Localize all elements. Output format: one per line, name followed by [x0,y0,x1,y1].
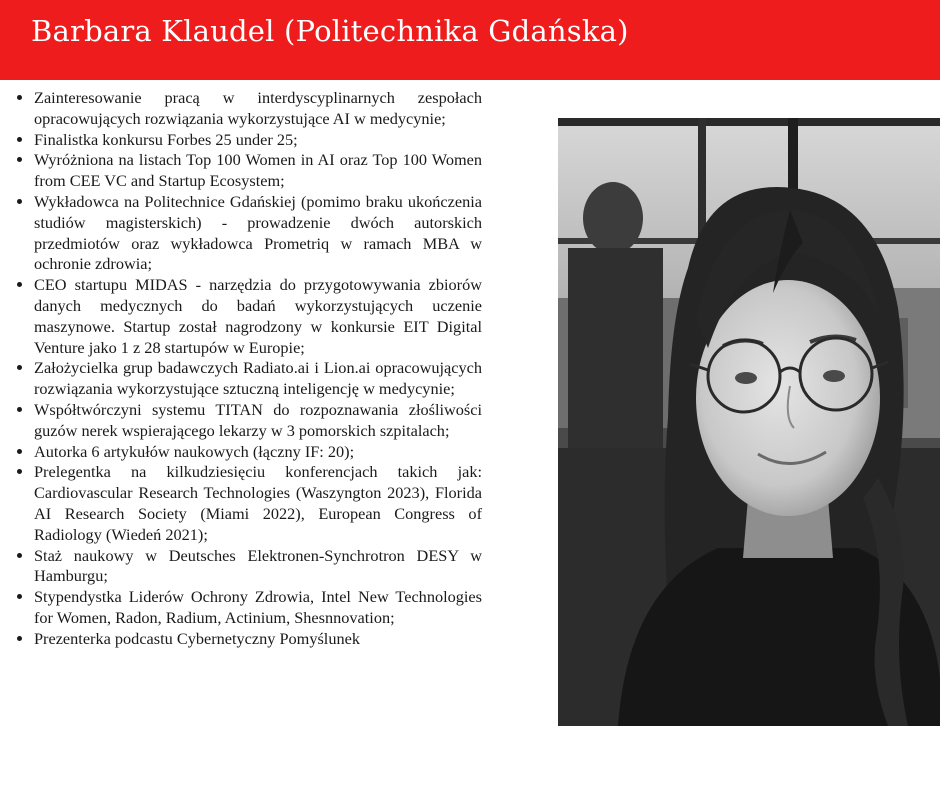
bio-item: • Finalistka konkursu Forbes 25 under 25; [34,130,482,151]
bio-item: • Założycielka grup badawczych Radiato.ai i Lion.ai opracowujących rozwiązania wykorzystujące sztuczną inteligencję w medycynie; [34,358,482,400]
bio-item: • Prelegentka na kilkudziesięciu konferencjach takich jak: Cardiovascular Research Technologies (Waszyngton 2023), Florida AI Research Society (Miami 2022), European Congress of Radiology (Wiedeń 2021); [34,462,482,545]
portrait-illustration [558,118,940,726]
bio-item: • Prezenterka podcastu Cybernetyczny Pomyślunek [34,629,482,650]
bio-item: • Wykładowca na Politechnice Gdańskiej (pomimo braku ukończenia studiów magisterskich) - prowadzenie dwóch autorskich przedmiotów oraz wykładowca Prometriq w ramach MBA w ochronie zdrowia; [34,192,482,275]
bio-item: • Stypendystka Liderów Ochrony Zdrowia, Intel New Technologies for Women, Radon, Radium, Actinium, Shesnnovation; [34,587,482,629]
bio-item: • Zainteresowanie pracą w interdyscyplinarnych zespołach opracowujących rozwiązania wykorzystujące AI w medycynie; [34,88,482,130]
title-banner [0,0,940,80]
portrait-photo [558,118,940,726]
bio-list [14,88,482,650]
bio-item: • Staż naukowy w Deutsches Elektronen-Synchrotron DESY w Hamburgu; [34,546,482,588]
bio-item: • Autorka 6 artykułów naukowych (łączny IF: 20); [34,442,482,463]
bio-item: • Współtwórczyni systemu TITAN do rozpoznawania złośliwości guzów nerek wspierającego lekarzy w 3 pomorskich szpitalach; [34,400,482,442]
bio-item: • CEO startupu MIDAS - narzędzia do przygotowywania zbiorów danych medycznych do badań wykorzystujących uczenie maszynowe. Startup został nagrodzony w konkursie EIT Digital Venture jako 1 z 28 startupów w Europie; [34,275,482,358]
page-title: Barbara Klaudel (Politechnika Gdańska) [31,14,629,48]
bio-item: • Wyróżniona na listach Top 100 Women in AI oraz Top 100 Women from CEE VC and Startup Ecosystem; [34,150,482,192]
